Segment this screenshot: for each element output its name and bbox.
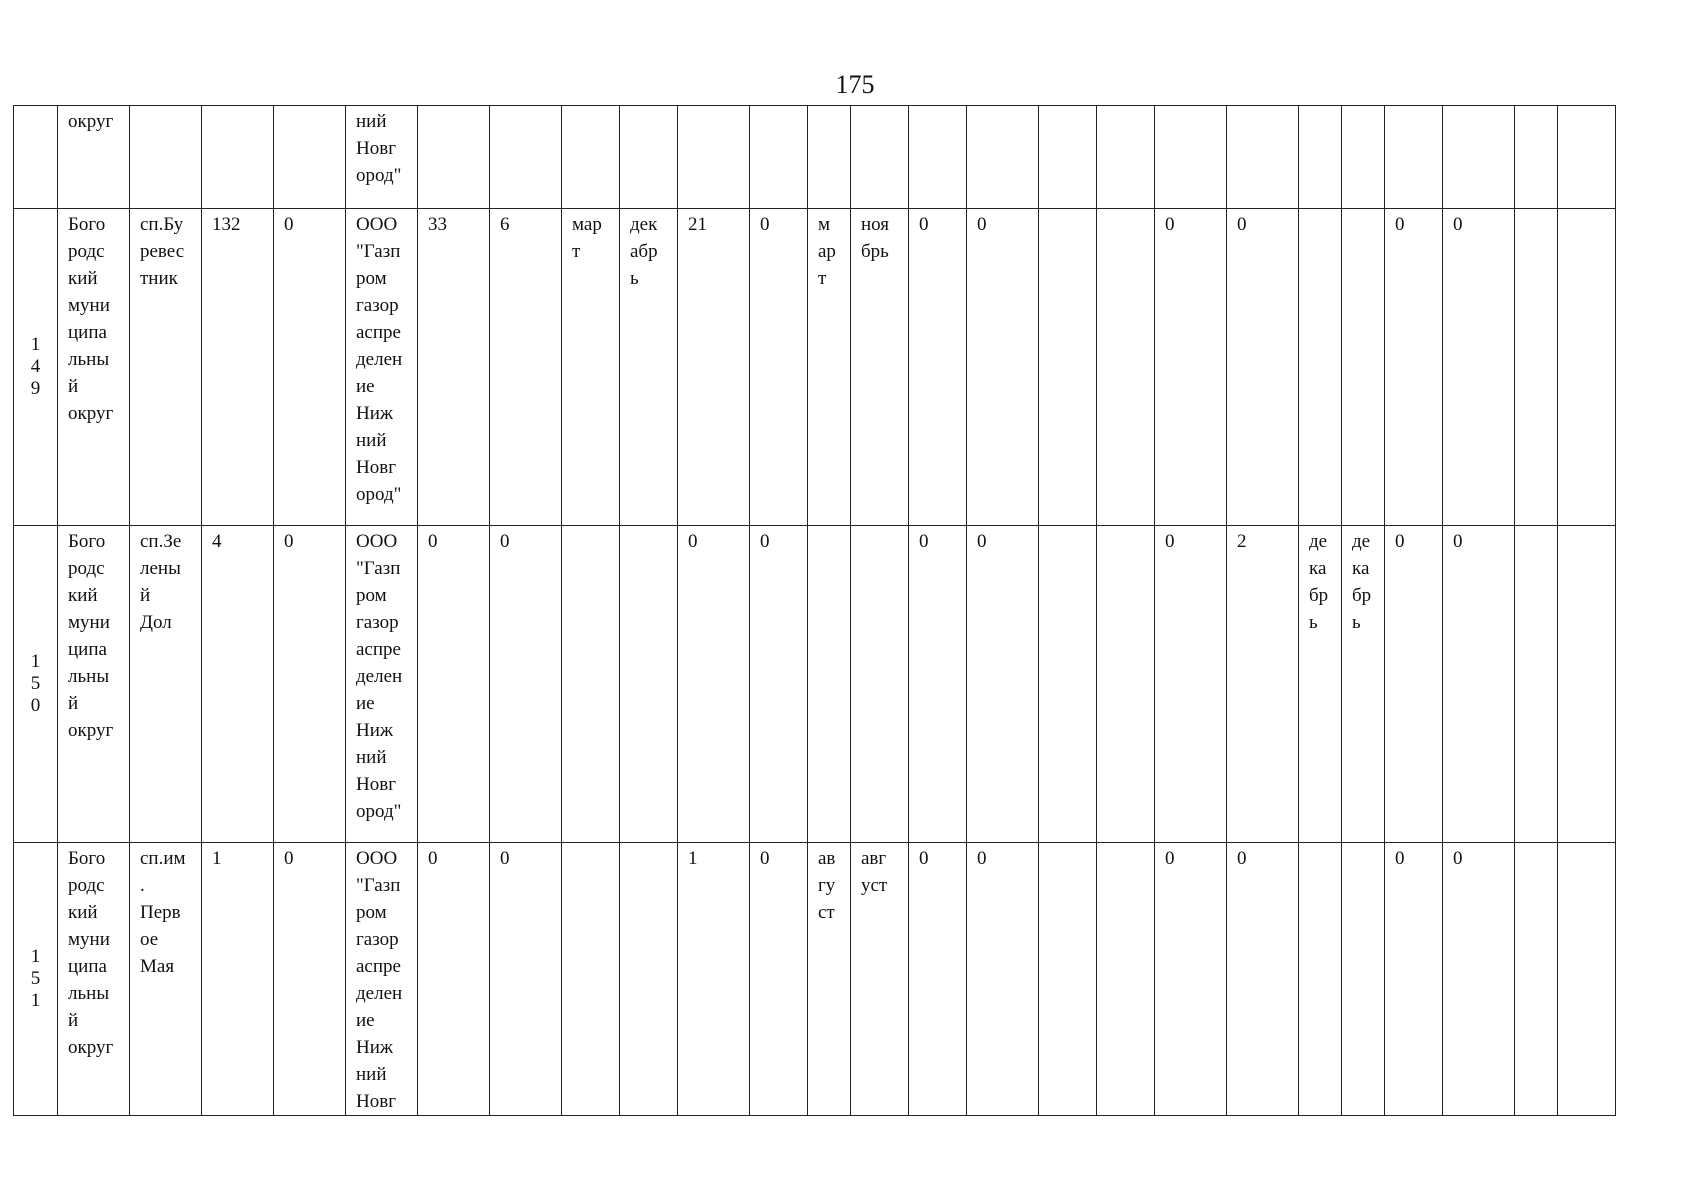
table-cell: 0 — [1227, 209, 1299, 526]
table-cell — [620, 526, 678, 843]
table-cell: ноя брь — [851, 209, 909, 526]
table-cell — [1299, 209, 1342, 526]
table-cell — [1385, 106, 1443, 209]
table-cell — [418, 106, 490, 209]
table-cell: ООО "Газп ром газор аспре делен ие Ниж ний Новг — [346, 843, 418, 1116]
table-cell — [1227, 106, 1299, 209]
table-cell — [1342, 209, 1385, 526]
table-cell: Бого родс кий муни ципа льны й округ — [58, 526, 130, 843]
table-cell: 0 — [1443, 843, 1515, 1116]
table-cell — [1515, 209, 1558, 526]
table-cell — [1039, 843, 1097, 1116]
table-cell — [750, 106, 808, 209]
table-cell: сп.Зе лены й Дол — [130, 526, 202, 843]
row-number-cell: 1 4 9 — [14, 209, 58, 526]
table-cell — [808, 526, 851, 843]
table-cell — [1443, 106, 1515, 209]
table-cell — [1039, 526, 1097, 843]
table-cell: 21 — [678, 209, 750, 526]
page-number: 175 — [835, 70, 875, 99]
table-cell — [130, 106, 202, 209]
table-cell: мар т — [562, 209, 620, 526]
table-cell — [620, 843, 678, 1116]
table-cell: 0 — [678, 526, 750, 843]
table-cell — [1515, 526, 1558, 843]
table-cell: 0 — [274, 209, 346, 526]
table-cell: 0 — [418, 843, 490, 1116]
table-cell: 0 — [1155, 209, 1227, 526]
table-cell — [1558, 843, 1616, 1116]
table-cell — [1342, 106, 1385, 209]
row-number-cell: 1 5 1 — [14, 843, 58, 1116]
table-cell: 0 — [1385, 526, 1443, 843]
table-cell: 0 — [1155, 843, 1227, 1116]
table-cell: 0 — [1443, 209, 1515, 526]
table-row — [14, 209, 1616, 526]
table-cell: 4 — [202, 526, 274, 843]
table-cell — [1558, 526, 1616, 843]
table-cell: 0 — [1155, 526, 1227, 843]
table-cell — [1097, 106, 1155, 209]
table-cell: Бого родс кий муни ципа льны й округ — [58, 209, 130, 526]
table-cell — [562, 106, 620, 209]
table-cell — [1097, 843, 1155, 1116]
table-cell — [1097, 209, 1155, 526]
table-cell — [490, 106, 562, 209]
table-cell: 0 — [909, 209, 967, 526]
table-cell: 0 — [1385, 209, 1443, 526]
table-cell — [1155, 106, 1227, 209]
table-cell: 0 — [1227, 843, 1299, 1116]
table-cell: 0 — [490, 843, 562, 1116]
table-cell — [1558, 209, 1616, 526]
table-cell — [202, 106, 274, 209]
table-cell — [562, 526, 620, 843]
table-cell: 0 — [274, 526, 346, 843]
table-cell: 0 — [750, 843, 808, 1116]
table-cell: округ — [58, 106, 130, 209]
table-cell: Бого родс кий муни ципа льны й округ — [58, 843, 130, 1116]
table-cell — [1299, 106, 1342, 209]
table-cell: 0 — [909, 526, 967, 843]
table-cell — [851, 526, 909, 843]
table-cell — [1558, 106, 1616, 209]
table-cell — [274, 106, 346, 209]
table-cell: 6 — [490, 209, 562, 526]
table-body — [14, 106, 1616, 1116]
table-cell — [620, 106, 678, 209]
table-cell — [967, 106, 1039, 209]
table-cell: 0 — [1385, 843, 1443, 1116]
table-cell: ний Новг ород" — [346, 106, 418, 209]
table-cell — [1299, 843, 1342, 1116]
table-cell: ООО "Газп ром газор аспре делен ие Ниж ний Новг ород" — [346, 209, 418, 526]
data-table — [13, 105, 1616, 1116]
table-cell: ав гу ст — [808, 843, 851, 1116]
table-cell: дек абр ь — [620, 209, 678, 526]
table-cell — [909, 106, 967, 209]
table-cell: 0 — [490, 526, 562, 843]
table-row — [14, 843, 1616, 1116]
table-cell: 0 — [967, 843, 1039, 1116]
table-cell — [1097, 526, 1155, 843]
table-cell: 132 — [202, 209, 274, 526]
row-number-cell — [14, 106, 58, 209]
table-cell — [678, 106, 750, 209]
table-cell: 0 — [418, 526, 490, 843]
table-cell: 1 — [202, 843, 274, 1116]
table-cell: 0 — [1443, 526, 1515, 843]
table-cell: авг уст — [851, 843, 909, 1116]
table-cell: 2 — [1227, 526, 1299, 843]
table-cell — [562, 843, 620, 1116]
table-row — [14, 106, 1616, 209]
table-cell — [1342, 843, 1385, 1116]
table-cell — [1039, 209, 1097, 526]
table-cell: де ка бр ь — [1342, 526, 1385, 843]
table-cell: 0 — [750, 526, 808, 843]
table-cell: сп.им . Перв ое Мая — [130, 843, 202, 1116]
table-cell — [851, 106, 909, 209]
table-cell: 0 — [909, 843, 967, 1116]
table-cell — [808, 106, 851, 209]
table-cell: 0 — [967, 209, 1039, 526]
table-cell: 33 — [418, 209, 490, 526]
table-cell: м ар т — [808, 209, 851, 526]
table-cell: 1 — [678, 843, 750, 1116]
table-cell: де ка бр ь — [1299, 526, 1342, 843]
table-cell — [1515, 843, 1558, 1116]
table-row — [14, 526, 1616, 843]
table-cell: 0 — [750, 209, 808, 526]
table-cell: 0 — [967, 526, 1039, 843]
row-number-cell: 1 5 0 — [14, 526, 58, 843]
table-cell: ООО "Газп ром газор аспре делен ие Ниж ний Новг ород" — [346, 526, 418, 843]
table-cell — [1039, 106, 1097, 209]
table-cell — [1515, 106, 1558, 209]
table-cell: 0 — [274, 843, 346, 1116]
table-cell: сп.Бу ревес тник — [130, 209, 202, 526]
